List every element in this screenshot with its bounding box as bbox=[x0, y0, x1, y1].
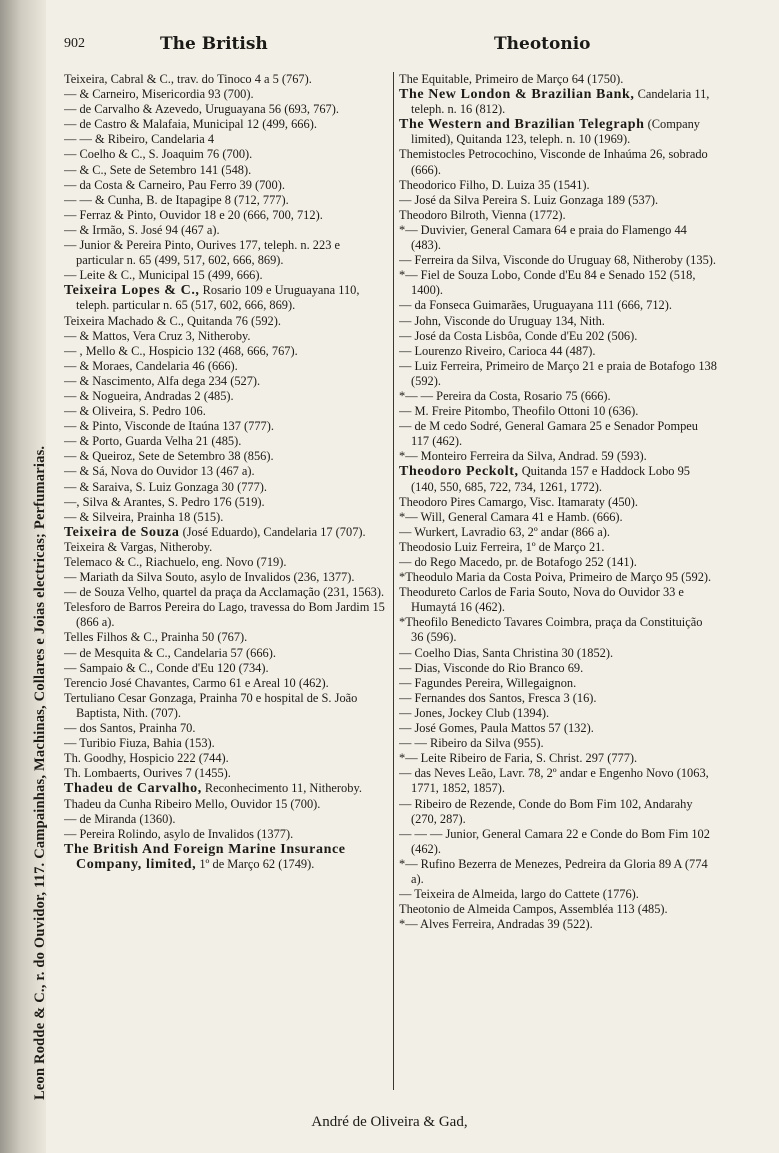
directory-entry: — de Miranda (1360). bbox=[64, 811, 176, 826]
directory-entry: — José da Silva Pereira S. Luiz Gonzaga 189 (537). bbox=[399, 192, 659, 207]
directory-entry: —, Silva & Arantes, S. Pedro 176 (519). bbox=[64, 494, 265, 509]
directory-entry: — — Ribeiro da Silva (955). bbox=[399, 736, 544, 751]
directory-entry: *— Fiel de Souza Lobo, Conde d'Eu 84 e Senado 152 (518, 1400). bbox=[399, 268, 696, 298]
directory-entry: Themistocles Petrocochino, Visconde de Inhaúma 26, sobrado (666). bbox=[399, 147, 708, 177]
directory-entry: — & Silveira, Prainha 18 (515). bbox=[64, 509, 224, 524]
directory-entry: Theodureto Carlos de Faria Souto, Nova do Ouvidor 33 e Humaytá 16 (462). bbox=[399, 585, 684, 615]
directory-entry: — José da Costa Lisbôa, Conde d'Eu 202 (506). bbox=[399, 328, 638, 343]
directory-entry: — & Queiroz, Sete de Setembro 38 (856). bbox=[64, 449, 274, 464]
directory-entry: — Sampaio & C., Conde d'Eu 120 (734). bbox=[64, 660, 269, 675]
directory-entry: Th. Lombaerts, Ourives 7 (1455). bbox=[64, 766, 231, 781]
directory-entry: Theodoro Bilroth, Vienna (1772). bbox=[399, 207, 566, 222]
directory-entry: — Fernandes dos Santos, Fresca 3 (16). bbox=[399, 690, 597, 705]
directory-entry: — de Castro & Malafaia, Municipal 12 (499, 666). bbox=[64, 117, 317, 132]
directory-entry: — da Fonseca Guimarães, Uruguayana 111 (666, 712). bbox=[399, 298, 672, 313]
directory-entry bbox=[64, 525, 389, 540]
directory-entry: *Theodulo Maria da Costa Poiva, Primeiro de Março 95 (592). bbox=[399, 570, 712, 585]
entry-detail: Quitanda 157 e Haddock Lobo 95 (140, 550, 685, 722, 734, 1261, 1772). bbox=[411, 464, 690, 494]
directory-entry: — & Carneiro, Misericordia 93 (700). bbox=[64, 87, 254, 102]
directory-entry: Telemaco & C., Riachuelo, eng. Novo (719). bbox=[64, 555, 287, 569]
directory-entry: Tertuliano Cesar Gonzaga, Prainha 70 e hospital de S. João Baptista, Nith. (707). bbox=[64, 690, 358, 720]
entry-bold-name: The New London & Brazilian Bank, bbox=[399, 87, 635, 103]
directory-entry: Teixeira, Cabral & C., trav. do Tinoco 4 a 5 (767). bbox=[64, 72, 312, 86]
directory-entry: Theotonio de Almeida Campos, Assembléa 113 (485). bbox=[399, 902, 668, 917]
directory-entry: — de Carvalho & Azevedo, Uruguayana 56 (693, 767). bbox=[64, 102, 339, 117]
directory-entry: *— Will, General Camara 41 e Hamb. (666). bbox=[399, 509, 623, 524]
directory-entry: Th. Goodhy, Hospicio 222 (744). bbox=[64, 751, 229, 766]
directory-entry: *— Leite Ribeiro de Faria, S. Christ. 297 (777). bbox=[399, 751, 638, 766]
directory-entry: Theodosio Luiz Ferreira, 1º de Março 21. bbox=[399, 539, 605, 554]
directory-entry: — Pereira Rolindo, asylo de Invalidos (1377). bbox=[64, 826, 294, 841]
directory-entry: — do Rego Macedo, pr. de Botafogo 252 (141). bbox=[399, 555, 637, 569]
directory-entry: — M. Freire Pitombo, Theofilo Ottoni 10 (636). bbox=[399, 404, 639, 419]
directory-entry bbox=[399, 464, 717, 494]
running-header-right: Theotonio bbox=[494, 34, 591, 54]
entry-detail: 1º de Março 62 (1749). bbox=[196, 856, 315, 871]
directory-entry: *— Rufino Bezerra de Menezes, Pedreira da Gloria 89 A (774 a). bbox=[399, 856, 708, 886]
directory-entry: — Coelho & C., S. Joaquim 76 (700). bbox=[64, 147, 253, 162]
directory-entry: — Lourenzo Riveiro, Carioca 44 (487). bbox=[399, 343, 596, 358]
column-divider bbox=[393, 72, 394, 1090]
directory-entry: — de Souza Velho, quartel da praça da Acclamação (231, 1563). bbox=[64, 585, 385, 600]
directory-entry: — de Mesquita & C., Candelaria 57 (666). bbox=[64, 645, 276, 660]
directory-entry: *— Alves Ferreira, Andradas 39 (522). bbox=[399, 917, 593, 932]
directory-entry: *— Monteiro Ferreira da Silva, Andrad. 59 (593). bbox=[399, 449, 647, 464]
entry-bold-name: Teixeira de Souza bbox=[64, 524, 180, 540]
directory-entry: — da Costa & Carneiro, Pau Ferro 39 (700). bbox=[64, 177, 285, 192]
directory-entry: — , Mello & C., Hospicio 132 (468, 666, 767). bbox=[64, 343, 298, 358]
directory-entry: Terencio José Chavantes, Carmo 61 e Areal 10 (462). bbox=[64, 675, 329, 690]
directory-entry: — Ferreira da Silva, Visconde do Uruguay 68, Nitheroby (135). bbox=[399, 253, 716, 268]
directory-entry: The Equitable, Primeiro de Março 64 (1750). bbox=[399, 72, 624, 86]
directory-entry: *— — Pereira da Costa, Rosario 75 (666). bbox=[399, 388, 611, 403]
directory-entry: — & Pinto, Visconde de Itaúna 137 (777). bbox=[64, 419, 274, 434]
directory-entry: — — & Ribeiro, Candelaria 4 bbox=[64, 132, 215, 147]
directory-entry: Teixeira Machado & C., Quitanda 76 (592). bbox=[64, 313, 281, 328]
directory-entry: Telles Filhos & C., Prainha 50 (767). bbox=[64, 630, 248, 645]
entry-bold-name: Teixeira Lopes & C., bbox=[64, 283, 200, 299]
directory-entry: — Turibio Fiuza, Bahia (153). bbox=[64, 736, 215, 751]
directory-entry: — & Mattos, Vera Cruz 3, Nitheroby. bbox=[64, 328, 251, 343]
directory-entry: *— Duvivier, General Camara 64 e praia do Flamengo 44 (483). bbox=[399, 222, 687, 253]
directory-entry: Telesforo de Barros Pereira do Lago, travessa do Bom Jardim 15 (866 a). bbox=[64, 600, 385, 630]
directory-entry: — Coelho Dias, Santa Christina 30 (1852). bbox=[399, 645, 614, 660]
entry-detail: Reconhecimento 11, Nitheroby. bbox=[201, 781, 362, 796]
directory-entry: — Ribeiro de Rezende, Conde do Bom Fim 102, Andarahy (270, 287). bbox=[399, 796, 693, 826]
directory-entry: Thadeu da Cunha Ribeiro Mello, Ouvidor 15 (700). bbox=[64, 796, 321, 811]
directory-entry: — José Gomes, Paula Mattos 57 (132). bbox=[399, 721, 594, 736]
directory-entry: — & C., Sete de Setembro 141 (548). bbox=[64, 162, 252, 177]
directory-entry: — Luiz Ferreira, Primeiro de Março 21 e praia de Botafogo 138 (592). bbox=[399, 358, 717, 388]
directory-entry: — & Moraes, Candelaria 46 (666). bbox=[64, 358, 238, 373]
directory-entry: — Jones, Jockey Club (1394). bbox=[399, 705, 550, 720]
directory-entry: — Fagundes Pereira, Willegaignon. bbox=[399, 675, 577, 690]
directory-entry: — & Saraiva, S. Luiz Gonzaga 30 (777). bbox=[64, 479, 268, 494]
directory-entry: — & Nascimento, Alfa dega 234 (527). bbox=[64, 373, 261, 388]
entry-bold-name: Theodoro Peckolt, bbox=[399, 464, 519, 480]
directory-entry: — — & Cunha, B. de Itapagipe 8 (712, 777). bbox=[64, 192, 289, 207]
entry-detail: (José Eduardo), Candelaria 17 (707). bbox=[179, 524, 366, 539]
directory-entry: — Junior & Pereira Pinto, Ourives 177, teleph. n. 223 e particular n. 65 (499, 517, 602, 666, 869). bbox=[64, 238, 340, 268]
entry-detail: (Company limited), Quitanda 123, teleph. n. 10 (1969). bbox=[411, 117, 700, 147]
entry-bold-name: The British And Foreign Marine Insurance Company, limited, bbox=[64, 841, 346, 872]
left-column bbox=[64, 72, 389, 1090]
directory-entry bbox=[64, 842, 389, 872]
directory-entry: — Leite & C., Municipal 15 (499, 666). bbox=[64, 268, 263, 283]
directory-entry: — Ferraz & Pinto, Ouvidor 18 e 20 (666, 700, 712). bbox=[64, 207, 323, 222]
directory-entry: — & Nogueira, Andradas 2 (485). bbox=[64, 388, 234, 403]
directory-entry bbox=[399, 117, 717, 147]
directory-entry: *Theofilo Benedicto Tavares Coimbra, praça da Constituição 36 (596). bbox=[399, 615, 703, 645]
entry-detail: Rosario 109 e Uruguayana 110, teleph. particular n. 65 (517, 602, 666, 869). bbox=[76, 283, 360, 313]
page-number: 902 bbox=[64, 36, 85, 51]
directory-entry: — & Porto, Guarda Velha 21 (485). bbox=[64, 434, 242, 449]
directory-entry: — Dias, Visconde do Rio Branco 69. bbox=[399, 660, 584, 675]
directory-entry: Teixeira & Vargas, Nitheroby. bbox=[64, 539, 213, 554]
directory-entry: — John, Visconde do Uruguay 134, Nith. bbox=[399, 313, 605, 328]
directory-entry: — dos Santos, Prainha 70. bbox=[64, 721, 196, 736]
entry-bold-name: The Western and Brazilian Telegraph bbox=[399, 117, 645, 133]
directory-entry: — Mariath da Silva Souto, asylo de Invalidos (236, 1377). bbox=[64, 570, 355, 585]
directory-entry: — das Neves Leão, Lavr. 78, 2º andar e Engenho Novo (1063, 1771, 1852, 1857). bbox=[399, 766, 709, 796]
directory-entry: — & Irmão, S. José 94 (467 a). bbox=[64, 222, 220, 237]
directory-entry: Theodorico Filho, D. Luiza 35 (1541). bbox=[399, 177, 590, 192]
margin-advertisement: Leon Rodde & C., r. do Ouvidor, 117. Campainhas, Machinas, Collares e Joias electricas; Perfumarias. bbox=[32, 445, 48, 1100]
directory-entry: — Teixeira de Almeida, largo do Cattete (1776). bbox=[399, 887, 639, 902]
page-footer: André de Oliveira & Gad, bbox=[311, 1114, 468, 1130]
directory-entry: — & Sá, Nova do Ouvidor 13 (467 a). bbox=[64, 464, 255, 479]
entry-bold-name: Thadeu de Carvalho, bbox=[64, 781, 202, 797]
directory-entry: Theodoro Pires Camargo, Visc. Itamaraty (450). bbox=[399, 494, 638, 509]
entry-detail: Candelaria 11, teleph. n. 16 (812). bbox=[411, 87, 710, 117]
running-header-left: The British bbox=[160, 34, 268, 54]
directory-entry bbox=[399, 87, 717, 117]
directory-entry: — — — Junior, General Camara 22 e Conde do Bom Fim 102 (462). bbox=[399, 826, 710, 856]
directory-entry: — de M cedo Sodré, General Gamara 25 e Senador Pompeu 117 (462). bbox=[399, 419, 699, 449]
directory-entry: — Wurkert, Lavradio 63, 2º andar (866 a). bbox=[399, 524, 610, 539]
right-column bbox=[399, 72, 717, 1090]
directory-entry bbox=[64, 781, 389, 796]
directory-entry: — & Oliveira, S. Pedro 106. bbox=[64, 404, 206, 419]
directory-entry bbox=[64, 283, 389, 313]
